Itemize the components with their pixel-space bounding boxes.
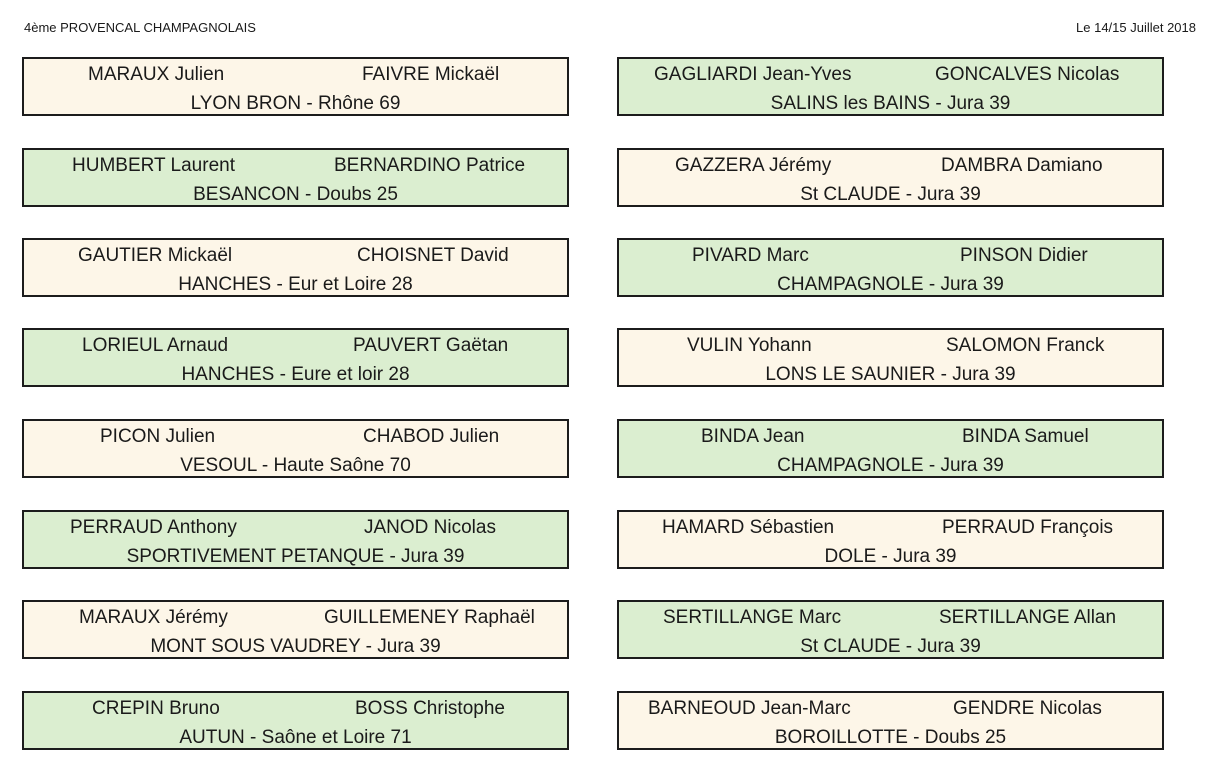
event-date: Le 14/15 Juillet 2018: [1076, 20, 1196, 35]
player-2: GUILLEMENEY Raphaël: [324, 607, 535, 628]
team-club: St CLAUDE - Jura 39: [800, 636, 981, 657]
team-club: VESOUL - Haute Saône 70: [180, 455, 411, 476]
team-club: CHAMPAGNOLE - Jura 39: [777, 455, 1004, 476]
player-1: GAUTIER Mickaël: [78, 245, 233, 266]
player-1: PICON Julien: [100, 426, 216, 447]
player-1: MARAUX Julien: [88, 64, 225, 85]
player-2: SALOMON Franck: [946, 335, 1105, 356]
team-card: [617, 238, 1164, 297]
team-club: AUTUN - Saône et Loire 71: [179, 727, 412, 748]
team-card: [22, 328, 569, 387]
player-1: MARAUX Jérémy: [79, 607, 228, 628]
player-1: GAGLIARDI Jean-Yves: [654, 64, 852, 85]
team-card: [617, 57, 1164, 116]
team-club: DOLE - Jura 39: [824, 546, 957, 567]
team-card: [617, 419, 1164, 478]
team-card: [22, 57, 569, 116]
team-card: [22, 510, 569, 569]
team-card: [22, 600, 569, 659]
player-1: GAZZERA Jérémy: [675, 155, 832, 176]
player-1: PIVARD Marc: [692, 245, 809, 266]
team-club: HANCHES - Eur et Loire 28: [178, 274, 413, 295]
player-2: FAIVRE Mickaël: [362, 64, 500, 85]
player-2: PINSON Didier: [960, 245, 1088, 266]
team-card: [617, 600, 1164, 659]
team-club: MONT SOUS VAUDREY - Jura 39: [150, 636, 441, 657]
event-title: 4ème PROVENCAL CHAMPAGNOLAIS: [24, 20, 256, 35]
team-club: St CLAUDE - Jura 39: [800, 184, 981, 205]
team-card: [22, 691, 569, 750]
player-2: BOSS Christophe: [355, 698, 505, 719]
player-1: HAMARD Sébastien: [662, 517, 835, 538]
player-1: BINDA Jean: [701, 426, 805, 447]
team-club: BOROILLOTTE - Doubs 25: [774, 727, 1007, 748]
team-club: HANCHES - Eure et loir 28: [181, 364, 410, 385]
team-card: [617, 510, 1164, 569]
team-card: [617, 328, 1164, 387]
team-club: LYON BRON - Rhône 69: [190, 93, 401, 114]
player-1: PERRAUD Anthony: [70, 517, 237, 538]
team-club: SALINS les BAINS - Jura 39: [770, 93, 1011, 114]
player-2: SERTILLANGE Allan: [939, 607, 1117, 628]
team-card: [22, 148, 569, 207]
player-2: BERNARDINO Patrice: [334, 155, 526, 176]
player-2: CHOISNET David: [357, 245, 509, 266]
team-card: [22, 238, 569, 297]
player-1: LORIEUL Arnaud: [82, 335, 229, 356]
team-club: LONS LE SAUNIER - Jura 39: [765, 364, 1016, 385]
team-card: [617, 148, 1164, 207]
team-card: [22, 419, 569, 478]
player-2: BINDA Samuel: [962, 426, 1089, 447]
player-1: VULIN Yohann: [687, 335, 812, 356]
player-1: CREPIN Bruno: [92, 698, 220, 719]
player-2: GONCALVES Nicolas: [935, 64, 1120, 85]
player-1: SERTILLANGE Marc: [663, 607, 842, 628]
player-2: JANOD Nicolas: [364, 517, 496, 538]
player-2: DAMBRA Damiano: [941, 155, 1103, 176]
team-card: [617, 691, 1164, 750]
team-club: CHAMPAGNOLE - Jura 39: [777, 274, 1004, 295]
team-club: SPORTIVEMENT PETANQUE - Jura 39: [126, 546, 465, 567]
player-1: BARNEOUD Jean-Marc: [648, 698, 851, 719]
player-2: PERRAUD François: [942, 517, 1114, 538]
player-2: CHABOD Julien: [363, 426, 500, 447]
player-1: HUMBERT Laurent: [72, 155, 235, 176]
team-club: BESANCON - Doubs 25: [193, 184, 398, 205]
player-2: PAUVERT Gaëtan: [353, 335, 509, 356]
player-2: GENDRE Nicolas: [953, 698, 1102, 719]
